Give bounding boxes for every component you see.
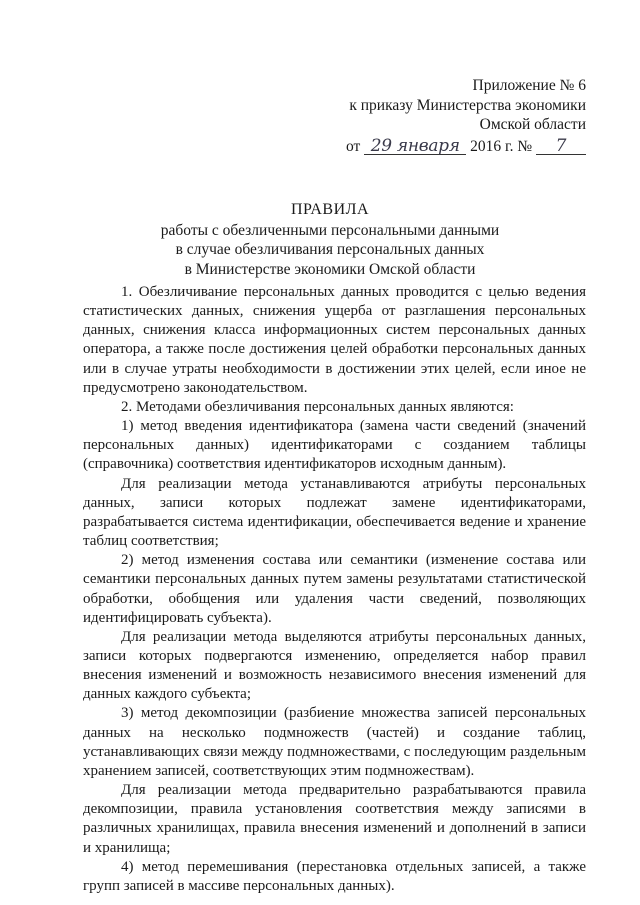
- year-label: 2016 г. №: [470, 137, 533, 155]
- paragraph-5: 2) метод изменения состава или семантики (изменение состава или семантики персональных данных путем замены результатами статистической обработки, обобщения или удаления части сведений, позволяющих идентифицировать субъекта).: [83, 552, 586, 626]
- paragraph-4: Для реализации метода устанавливаются атрибуты персональных данных, записи которых подлежат замене идентификаторами, разрабатывается система идентификации, обеспечивается ведение и хранение таблиц соответствия;: [83, 475, 586, 550]
- annex-date-line: [286, 137, 586, 157]
- paragraph-9: 4) метод перемешивания (перестановка отдельных записей, а также групп записей в массиве персональных данных).: [83, 858, 586, 894]
- paragraph-7: 3) метод декомпозиции (разбиение множества записей персональных данных на несколько подмножеств (частей) и создание таблиц, устанавливающих связи между подмножествами, с последующим раздельным хранением записей, соответствующих этим подмножествам).: [83, 705, 586, 779]
- document-subtitle-3: в Министерстве экономики Омской области: [184, 260, 476, 278]
- annex-region: Омской области: [479, 116, 586, 133]
- annex-title: Приложение № 6: [472, 77, 586, 94]
- document-subtitle-2: в случае обезличивания персональных данных: [175, 241, 485, 258]
- paragraph-3: 1) метод введения идентификатора (замена части сведений (значений персональных данных) идентификаторами с созданием таблицы (справочника) соответствия идентификаторов исходным данным).: [83, 418, 586, 473]
- annex-order-ref: к приказу Министерства экономики: [349, 96, 586, 114]
- paragraph-6: Для реализации метода выделяются атрибуты персональных данных, записи которых подвергаются изменению, определяется набор правил внесения изменений и возможность независимого внесения изменений для данных каждого субъекта;: [83, 628, 586, 703]
- paragraph-1: 1. Обезличивание персональных данных проводится с целью ведения статистических данных, снижения ущерба от разглашения персональных данных, снижения класса информационных систем персональных данных оператора, а также после достижения целей обработки персональных данных или в случае утраты необходимости в достижении этих целей, если иное не предусмотрено законодательством.: [83, 284, 586, 396]
- document-title: ПРАВИЛА: [290, 201, 370, 218]
- paragraph-2: 2. Методами обезличивания персональных данных являются:: [121, 398, 514, 415]
- handwritten-date: 29 января: [364, 138, 466, 155]
- document-title-block: [70, 200, 590, 279]
- handwritten-number: 7: [536, 138, 586, 155]
- document-body: [83, 283, 586, 896]
- paragraph-8: Для реализации метода предварительно разрабатываются правила декомпозиции, правила установления соответствия между записями в различных хранилищах, правила внесения изменений и дополнений в записи и хранилища;: [83, 782, 586, 856]
- annex-header: [286, 76, 586, 156]
- document-subtitle-1: работы с обезличенными персональными данными: [160, 221, 500, 239]
- date-prefix: от: [346, 137, 361, 155]
